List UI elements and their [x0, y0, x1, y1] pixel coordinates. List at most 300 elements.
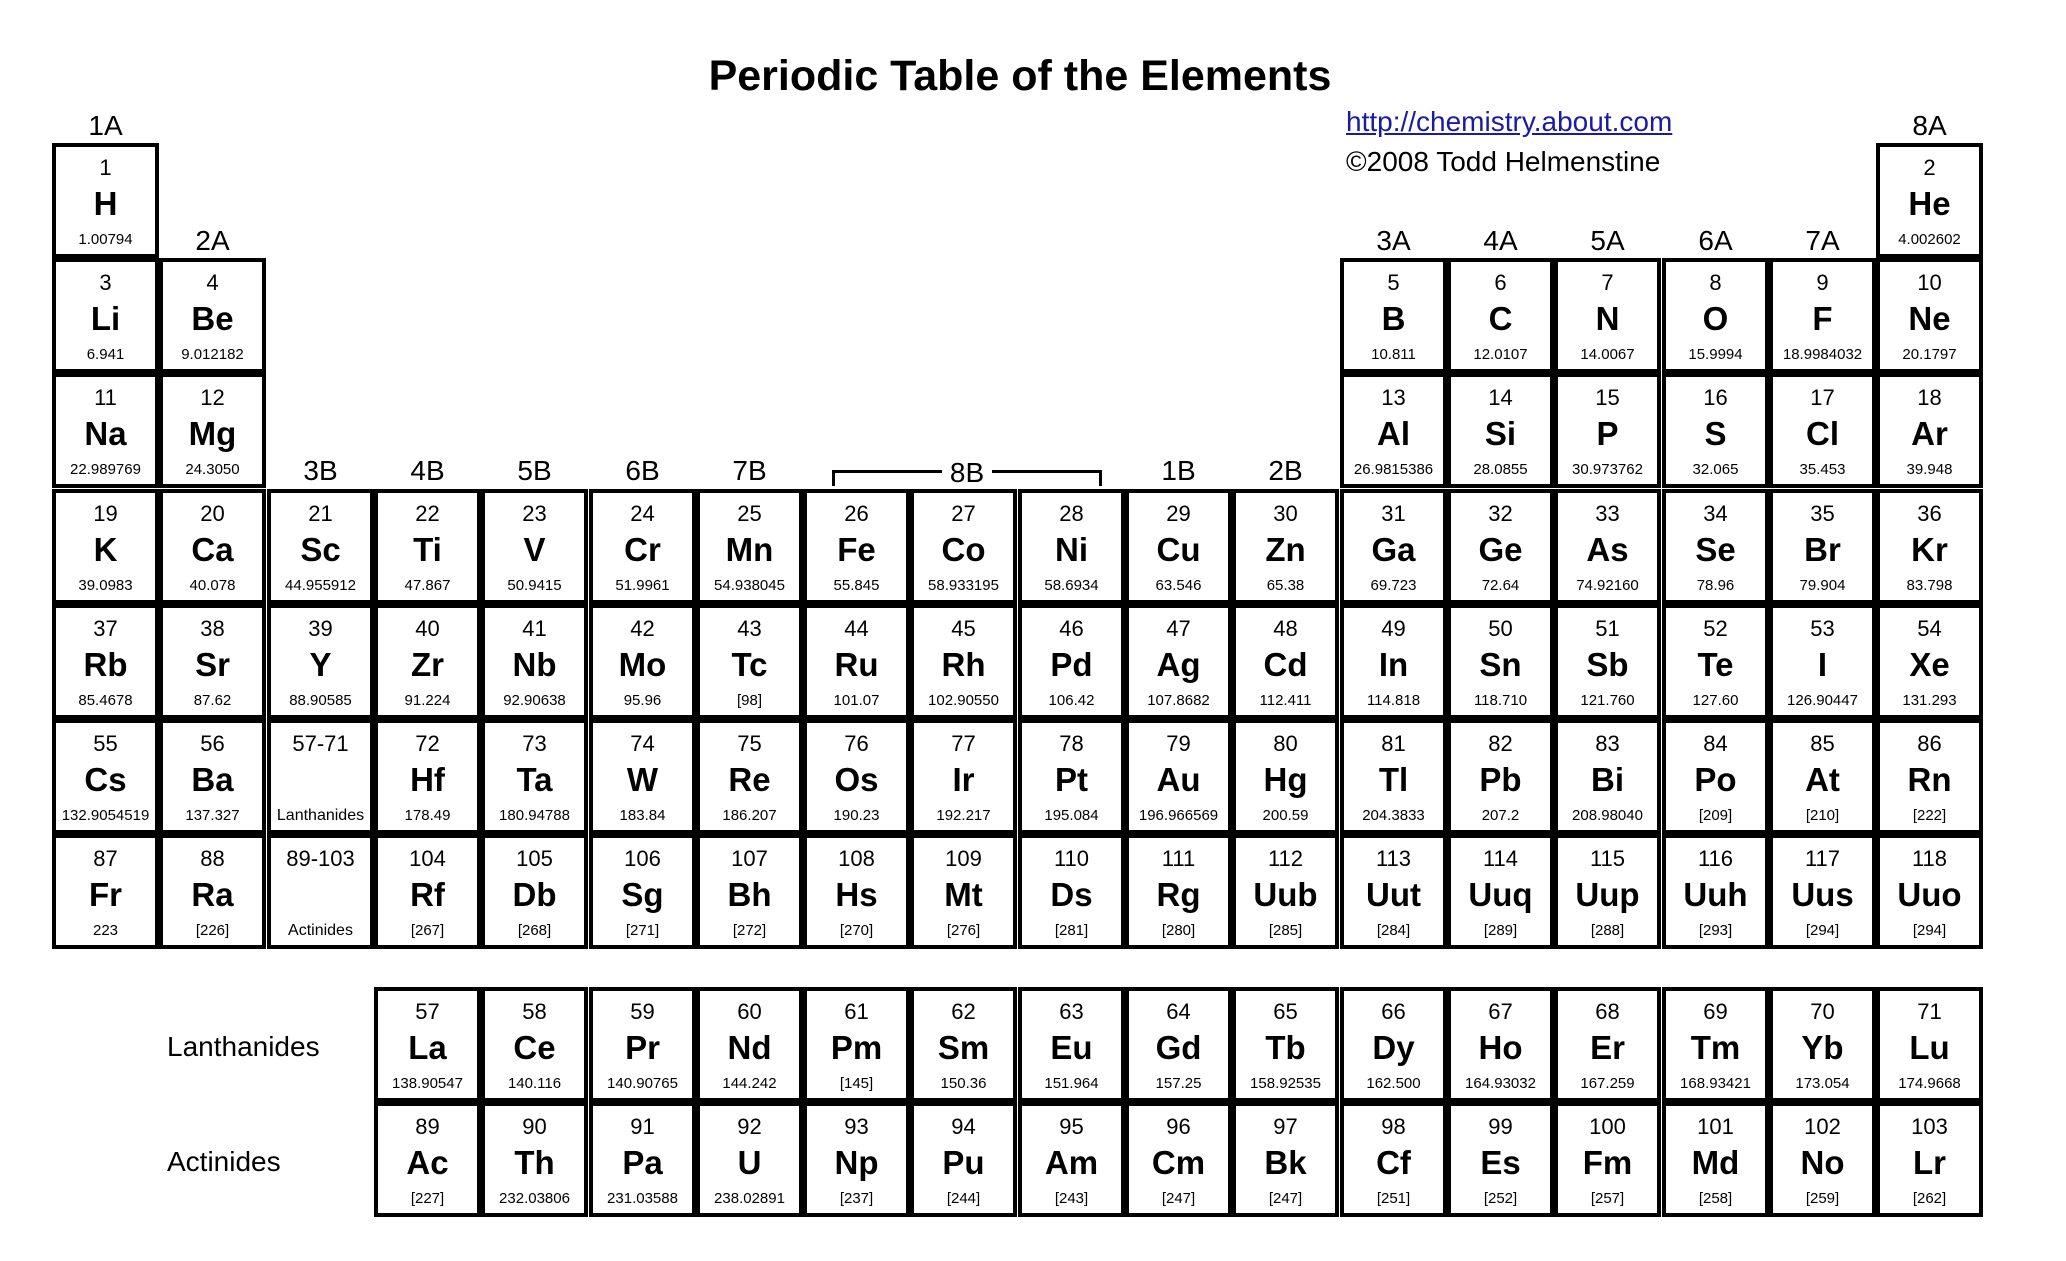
- atomic-mass: 162.500: [1366, 1075, 1421, 1092]
- atomic-number: 105: [516, 846, 553, 871]
- atomic-number: 6: [1494, 270, 1507, 295]
- atomic-number: 90: [522, 1114, 547, 1139]
- element-cell: [1125, 1102, 1232, 1217]
- element-symbol: Cf: [1376, 1144, 1411, 1181]
- atomic-mass: 101.07: [833, 692, 880, 709]
- element-symbol: Hf: [410, 761, 445, 798]
- element-symbol: Nd: [727, 1029, 772, 1066]
- element-cell: [1447, 719, 1554, 834]
- element-symbol: Pm: [830, 1029, 883, 1066]
- element-cell: [1769, 489, 1876, 604]
- atomic-number: 60: [737, 999, 762, 1024]
- atomic-number: 89-103: [286, 846, 355, 871]
- atomic-mass: 207.2: [1481, 807, 1520, 824]
- element-cell: [1340, 373, 1447, 488]
- element-cell: [803, 987, 910, 1102]
- atomic-number: 35: [1810, 501, 1835, 526]
- group-label: 4B: [410, 455, 445, 486]
- element-symbol: Np: [834, 1144, 879, 1181]
- atomic-mass: 180.94788: [499, 807, 570, 824]
- atomic-mass: [285]: [1268, 922, 1303, 939]
- element-symbol: La: [408, 1029, 447, 1066]
- element-cell: [1340, 719, 1447, 834]
- element-cell: [589, 719, 696, 834]
- atomic-mass: [259]: [1805, 1190, 1840, 1207]
- atomic-mass: 144.242: [722, 1075, 777, 1092]
- element-cell: [1340, 987, 1447, 1102]
- element-cell: [1876, 258, 1983, 373]
- atomic-number: 37: [93, 616, 118, 641]
- atomic-mass: 178.49: [404, 807, 451, 824]
- group-label: 1B: [1161, 455, 1196, 486]
- atomic-mass: 107.8682: [1147, 692, 1210, 709]
- atomic-number: 106: [624, 846, 661, 871]
- element-cell: [1876, 373, 1983, 488]
- atomic-mass: [226]: [195, 922, 230, 939]
- atomic-number: 100: [1589, 1114, 1626, 1139]
- atomic-number: 33: [1595, 501, 1620, 526]
- element-symbol: Rh: [941, 646, 986, 683]
- atomic-number: 39: [308, 616, 333, 641]
- element-symbol: Uus: [1791, 876, 1854, 913]
- atomic-mass: 174.9668: [1898, 1075, 1961, 1092]
- element-cell: [481, 489, 588, 604]
- element-cell: [52, 489, 159, 604]
- atomic-mass: [227]: [410, 1190, 445, 1207]
- element-symbol: Cu: [1156, 531, 1201, 568]
- atomic-mass: 118.710: [1473, 692, 1528, 709]
- element-cell: [1018, 719, 1125, 834]
- element-symbol: Sg: [621, 876, 664, 913]
- atomic-number: 28: [1059, 501, 1084, 526]
- atomic-mass: 83.798: [1906, 577, 1953, 594]
- page-title: Periodic Table of the Elements: [708, 52, 1332, 100]
- element-symbol: Tb: [1265, 1029, 1306, 1066]
- element-cell: [910, 604, 1017, 719]
- atomic-number: 68: [1595, 999, 1620, 1024]
- element-symbol: F: [1812, 300, 1833, 337]
- atomic-mass: [247]: [1161, 1190, 1196, 1207]
- element-symbol: Db: [512, 876, 557, 913]
- atomic-mass: [289]: [1483, 922, 1518, 939]
- element-symbol: Am: [1044, 1144, 1099, 1181]
- element-symbol: Rf: [410, 876, 445, 913]
- atomic-number: 63: [1059, 999, 1084, 1024]
- element-symbol: Li: [90, 300, 121, 337]
- atomic-mass: 28.0855: [1473, 461, 1528, 478]
- element-cell: [52, 604, 159, 719]
- atomic-number: 99: [1488, 1114, 1513, 1139]
- element-cell: [1125, 719, 1232, 834]
- element-symbol: Co: [941, 531, 986, 568]
- element-cell: [1018, 834, 1125, 949]
- atomic-number: 102: [1804, 1114, 1841, 1139]
- element-symbol: Tm: [1690, 1029, 1741, 1066]
- atomic-mass: [267]: [410, 922, 445, 939]
- atomic-number: 101: [1697, 1114, 1734, 1139]
- atomic-number: 84: [1703, 731, 1728, 756]
- element-symbol: Ne: [1908, 300, 1951, 337]
- element-cell: [696, 489, 803, 604]
- element-symbol: Ar: [1911, 415, 1948, 452]
- atomic-number: 82: [1488, 731, 1513, 756]
- atomic-mass: 20.1797: [1902, 346, 1957, 363]
- atomic-mass: 78.96: [1696, 577, 1735, 594]
- atomic-number: 116: [1697, 846, 1734, 871]
- group-label: 7B: [732, 455, 767, 486]
- element-cell: [1340, 258, 1447, 373]
- atomic-number: 78: [1059, 731, 1084, 756]
- element-symbol: Al: [1377, 415, 1410, 452]
- atomic-mass: [222]: [1912, 807, 1947, 824]
- atomic-number: 75: [737, 731, 762, 756]
- element-cell: [1340, 1102, 1447, 1217]
- atomic-mass: 32.065: [1692, 461, 1739, 478]
- atomic-number: 95: [1059, 1114, 1084, 1139]
- atomic-mass: 35.453: [1799, 461, 1846, 478]
- atomic-mass: 58.6934: [1044, 577, 1099, 594]
- element-symbol: Gd: [1155, 1029, 1202, 1066]
- atomic-number: 54: [1917, 616, 1942, 641]
- atomic-number: 69: [1703, 999, 1728, 1024]
- series-name: Lanthanides: [276, 807, 365, 824]
- atomic-number: 41: [522, 616, 547, 641]
- atomic-mass: 102.90550: [928, 692, 999, 709]
- element-cell: [696, 719, 803, 834]
- element-symbol: H: [93, 185, 118, 222]
- element-cell: [159, 489, 266, 604]
- atomic-number: 7: [1601, 270, 1614, 295]
- atomic-number: 17: [1810, 385, 1835, 410]
- atomic-mass: 157.25: [1155, 1075, 1202, 1092]
- atomic-mass: 12.0107: [1473, 346, 1528, 363]
- atomic-number: 47: [1166, 616, 1191, 641]
- atomic-mass: 4.002602: [1898, 231, 1961, 248]
- element-cell: [696, 987, 803, 1102]
- element-symbol: Ni: [1055, 531, 1088, 568]
- element-cell: [267, 834, 374, 949]
- element-cell: [1447, 373, 1554, 488]
- atomic-number: 85: [1810, 731, 1835, 756]
- element-symbol: Pd: [1050, 646, 1093, 683]
- element-cell: [1662, 834, 1769, 949]
- element-cell: [52, 719, 159, 834]
- element-symbol: Fm: [1582, 1144, 1633, 1181]
- atomic-number: 40: [415, 616, 440, 641]
- atomic-mass: 192.217: [936, 807, 991, 824]
- atomic-number: 86: [1917, 731, 1942, 756]
- element-cell: [1340, 489, 1447, 604]
- atomic-number: 80: [1273, 731, 1298, 756]
- element-symbol: No: [1800, 1144, 1845, 1181]
- element-cell: [1662, 373, 1769, 488]
- element-symbol: Cs: [84, 761, 127, 798]
- atomic-mass: 50.9415: [507, 577, 562, 594]
- element-cell: [1018, 489, 1125, 604]
- atomic-number: 115: [1589, 846, 1626, 871]
- element-cell: [267, 489, 374, 604]
- element-symbol: Eu: [1050, 1029, 1093, 1066]
- element-symbol: Pt: [1055, 761, 1088, 798]
- atomic-number: 96: [1166, 1114, 1191, 1139]
- element-cell: [374, 719, 481, 834]
- atomic-number: 73: [522, 731, 547, 756]
- lanthanides-row-label: Lanthanides: [167, 1031, 320, 1062]
- atomic-mass: 79.904: [1799, 577, 1846, 594]
- atomic-number: 76: [844, 731, 869, 756]
- atomic-number: 104: [409, 846, 446, 871]
- element-symbol: Cm: [1151, 1144, 1206, 1181]
- group-label: 2B: [1268, 455, 1303, 486]
- group-label: 2A: [195, 225, 230, 256]
- element-symbol: Pa: [622, 1144, 663, 1181]
- element-symbol: Ge: [1478, 531, 1523, 568]
- element-cell: [1554, 489, 1661, 604]
- atomic-number: 23: [522, 501, 547, 526]
- atomic-number: 25: [737, 501, 762, 526]
- element-cell: [696, 834, 803, 949]
- element-symbol: Zn: [1265, 531, 1306, 568]
- element-symbol: In: [1378, 646, 1409, 683]
- element-symbol: W: [626, 761, 659, 798]
- atomic-mass: [280]: [1161, 922, 1196, 939]
- element-symbol: Uub: [1253, 876, 1318, 913]
- element-cell: [374, 604, 481, 719]
- element-symbol: Th: [514, 1144, 555, 1181]
- element-cell: [1340, 604, 1447, 719]
- element-cell: [159, 719, 266, 834]
- element-symbol: Os: [834, 761, 879, 798]
- atomic-mass: 164.93032: [1465, 1075, 1536, 1092]
- element-symbol: Ce: [513, 1029, 556, 1066]
- atomic-number: 58: [522, 999, 547, 1024]
- atomic-mass: [293]: [1698, 922, 1733, 939]
- element-symbol: Dy: [1372, 1029, 1415, 1066]
- element-cell: [1232, 489, 1339, 604]
- group-8b-label: 8B: [949, 457, 985, 488]
- atomic-mass: [237]: [839, 1190, 874, 1207]
- atomic-mass: 140.116: [507, 1075, 562, 1092]
- element-symbol: S: [1704, 415, 1727, 452]
- atomic-number: 103: [1911, 1114, 1948, 1139]
- element-cell: [1125, 604, 1232, 719]
- atomic-number: 67: [1488, 999, 1513, 1024]
- atomic-mass: 55.845: [833, 577, 880, 594]
- element-cell: [589, 604, 696, 719]
- element-symbol: C: [1488, 300, 1513, 337]
- atomic-mass: 173.054: [1795, 1075, 1850, 1092]
- element-symbol: Pb: [1479, 761, 1522, 798]
- atomic-number: 111: [1161, 846, 1196, 871]
- element-cell: [1447, 604, 1554, 719]
- atomic-mass: 87.62: [193, 692, 232, 709]
- atomic-mass: [243]: [1054, 1190, 1089, 1207]
- element-cell: [1876, 719, 1983, 834]
- atomic-mass: 127.60: [1692, 692, 1739, 709]
- element-symbol: I: [1817, 646, 1828, 683]
- atomic-mass: 9.012182: [181, 346, 244, 363]
- atomic-number: 16: [1703, 385, 1728, 410]
- element-symbol: Uut: [1366, 876, 1421, 913]
- atomic-number: 26: [844, 501, 869, 526]
- element-symbol: Es: [1480, 1144, 1521, 1181]
- element-cell: [481, 987, 588, 1102]
- atomic-number: 87: [93, 846, 118, 871]
- atomic-number: 118: [1911, 846, 1948, 871]
- atomic-mass: 208.98040: [1572, 807, 1643, 824]
- atomic-mass: 151.964: [1044, 1075, 1099, 1092]
- atomic-mass: 74.92160: [1576, 577, 1639, 594]
- element-cell: [481, 834, 588, 949]
- atomic-mass: [251]: [1376, 1190, 1411, 1207]
- element-symbol: Ta: [516, 761, 553, 798]
- atomic-mass: 1.00794: [78, 231, 133, 248]
- atomic-number: 109: [945, 846, 982, 871]
- atomic-number: 71: [1917, 999, 1942, 1024]
- element-symbol: Kr: [1911, 531, 1948, 568]
- element-cell: [803, 1102, 910, 1217]
- actinides-row-label: Actinides: [167, 1146, 281, 1177]
- element-cell: [1554, 373, 1661, 488]
- element-cell: [267, 719, 374, 834]
- atomic-mass: 232.03806: [499, 1190, 570, 1207]
- element-symbol: Bi: [1591, 761, 1624, 798]
- element-symbol: Tc: [731, 646, 768, 683]
- atomic-number: 56: [200, 731, 225, 756]
- element-symbol: Sb: [1586, 646, 1629, 683]
- atomic-mass: 6.941: [86, 346, 125, 363]
- element-cell: [1769, 604, 1876, 719]
- atomic-mass: 231.03588: [607, 1190, 678, 1207]
- element-cell: [267, 604, 374, 719]
- atomic-number: 30: [1273, 501, 1298, 526]
- element-cell: [1125, 987, 1232, 1102]
- element-cell: [910, 987, 1017, 1102]
- atomic-mass: 204.3833: [1362, 807, 1425, 824]
- atomic-mass: 18.9984032: [1782, 346, 1863, 363]
- atomic-mass: 183.84: [619, 807, 666, 824]
- atomic-number: 91: [630, 1114, 655, 1139]
- atomic-number: 9: [1816, 270, 1829, 295]
- element-symbol: N: [1595, 300, 1620, 337]
- atomic-number: 57: [415, 999, 440, 1024]
- element-cell: [1662, 489, 1769, 604]
- element-cell: [1662, 719, 1769, 834]
- element-symbol: Cl: [1806, 415, 1839, 452]
- element-cell: [589, 489, 696, 604]
- atomic-number: 5: [1387, 270, 1400, 295]
- atomic-mass: [258]: [1698, 1190, 1733, 1207]
- element-cell: [1447, 834, 1554, 949]
- atomic-mass: 15.9994: [1688, 346, 1743, 363]
- element-cell: [1876, 143, 1983, 258]
- atomic-number: 83: [1595, 731, 1620, 756]
- atomic-mass: 140.90765: [607, 1075, 678, 1092]
- element-cell: [1447, 987, 1554, 1102]
- atomic-number: 29: [1166, 501, 1191, 526]
- element-symbol: Sn: [1479, 646, 1522, 683]
- element-cell: [1769, 834, 1876, 949]
- element-symbol: V: [523, 531, 546, 568]
- element-symbol: Uuo: [1897, 876, 1962, 913]
- element-cell: [1662, 1102, 1769, 1217]
- element-symbol: Rb: [83, 646, 128, 683]
- element-symbol: Cr: [624, 531, 661, 568]
- element-cell: [1769, 373, 1876, 488]
- element-symbol: Ds: [1050, 876, 1093, 913]
- element-cell: [1232, 719, 1339, 834]
- element-symbol: At: [1805, 761, 1840, 798]
- atomic-number: 94: [951, 1114, 976, 1139]
- element-cell: [910, 1102, 1017, 1217]
- atomic-mass: [244]: [946, 1190, 981, 1207]
- atomic-mass: 137.327: [185, 807, 240, 824]
- group-label: 6B: [625, 455, 660, 486]
- element-cell: [374, 834, 481, 949]
- element-symbol: Xe: [1909, 646, 1950, 683]
- source-link[interactable]: http://chemistry.about.com: [1346, 106, 1673, 137]
- element-cell: [1769, 987, 1876, 1102]
- atomic-mass: [284]: [1376, 922, 1411, 939]
- atomic-number: 19: [93, 501, 118, 526]
- atomic-number: 8: [1709, 270, 1722, 295]
- atomic-mass: 58.933195: [928, 577, 999, 594]
- element-symbol: Sr: [195, 646, 230, 683]
- atomic-mass: [271]: [625, 922, 660, 939]
- group-label: 8A: [1912, 110, 1947, 141]
- element-symbol: Mo: [618, 646, 667, 683]
- atomic-number: 98: [1381, 1114, 1406, 1139]
- atomic-mass: 114.818: [1366, 692, 1421, 709]
- atomic-mass: 26.9815386: [1353, 461, 1434, 478]
- element-symbol: O: [1702, 300, 1729, 337]
- atomic-number: 88: [200, 846, 225, 871]
- atomic-number: 10: [1917, 270, 1942, 295]
- atomic-number: 34: [1703, 501, 1728, 526]
- element-symbol: Ac: [406, 1144, 449, 1181]
- element-cell: [1447, 489, 1554, 604]
- atomic-mass: [276]: [946, 922, 981, 939]
- element-cell: [481, 719, 588, 834]
- element-cell: [159, 373, 266, 488]
- atomic-mass: [272]: [732, 922, 767, 939]
- atomic-number: 46: [1059, 616, 1084, 641]
- element-cell: [159, 604, 266, 719]
- element-cell: [1232, 987, 1339, 1102]
- atomic-number: 20: [200, 501, 225, 526]
- element-symbol: Mn: [725, 531, 774, 568]
- atomic-number: 117: [1804, 846, 1841, 871]
- element-symbol: Pr: [625, 1029, 660, 1066]
- element-symbol: Er: [1590, 1029, 1625, 1066]
- atomic-number: 74: [630, 731, 655, 756]
- atomic-mass: 54.938045: [714, 577, 785, 594]
- element-cell: [1554, 987, 1661, 1102]
- element-symbol: Hg: [1263, 761, 1308, 798]
- element-symbol: Cd: [1263, 646, 1308, 683]
- atomic-mass: 95.96: [623, 692, 662, 709]
- element-symbol: Uup: [1575, 876, 1640, 913]
- atomic-number: 15: [1595, 385, 1620, 410]
- element-symbol: Po: [1694, 761, 1737, 798]
- atomic-number: 108: [838, 846, 875, 871]
- atomic-mass: [294]: [1912, 922, 1947, 939]
- series-name: Actinides: [288, 922, 353, 939]
- atomic-number: 59: [630, 999, 655, 1024]
- atomic-number: 61: [844, 999, 869, 1024]
- element-cell: [374, 1102, 481, 1217]
- element-symbol: Uuh: [1683, 876, 1748, 913]
